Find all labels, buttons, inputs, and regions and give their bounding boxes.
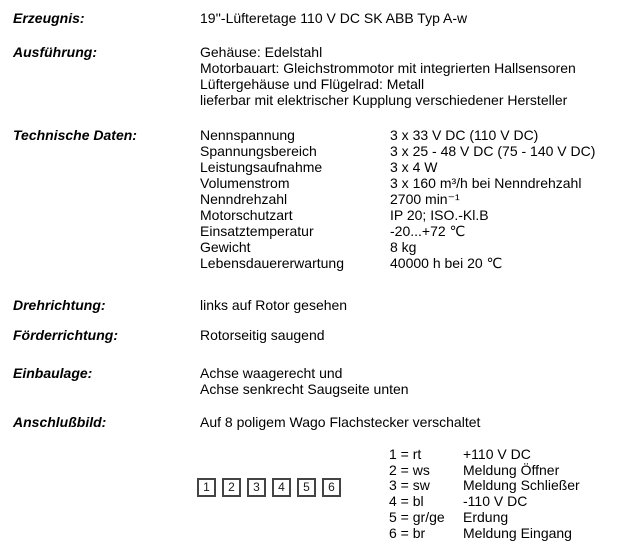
pin-legend-row (389, 447, 580, 463)
tech-param: Lebensdauererwartung (200, 255, 344, 271)
pin-legend-code: 3 = sw (389, 477, 430, 494)
field-label-ausfuehrung: Ausführung: (13, 44, 97, 60)
tech-value: 40000 h bei 20 ℃ (390, 255, 503, 271)
field-value-drehrichtung (200, 297, 627, 313)
field-value-ausfuehrung (200, 44, 627, 108)
spec-line: Achse senkrecht Saugseite unten (200, 381, 409, 397)
section-anschlussbild (0, 414, 627, 430)
pin-legend-row (389, 494, 580, 510)
field-label-technische-daten: Technische Daten: (13, 127, 137, 143)
pin-legend-code: 6 = br (389, 524, 426, 541)
tech-param: Leistungsaufnahme (200, 159, 323, 175)
tech-value: 2700 min⁻¹ (390, 191, 460, 207)
tech-value: -20...+72 ℃ (390, 223, 466, 239)
section-technische-daten (0, 127, 627, 271)
field-value-foerderrichtung (200, 327, 627, 343)
connector-pin-3: 3 (247, 478, 266, 497)
tech-value: 8 kg (390, 239, 417, 255)
tech-param: Spannungsbereich (200, 143, 317, 159)
tech-row (200, 175, 627, 191)
section-drehrichtung (0, 297, 627, 313)
tech-row (200, 159, 627, 175)
pin-legend-row (389, 526, 580, 542)
pin-legend-desc: +110 V DC (463, 446, 531, 462)
tech-param: Nenndrehzahl (200, 191, 288, 207)
pin-legend-desc: Erdung (463, 508, 509, 525)
product-name: 19''-Lüfteretage 110 V DC SK ABB Typ A-w (200, 10, 468, 26)
pin-legend-desc: Meldung Schließer (463, 477, 580, 494)
tech-value: 3 x 4 W (390, 159, 438, 175)
section-foerderrichtung (0, 327, 627, 343)
tech-value: 3 x 25 - 48 V DC (75 - 140 V DC) (390, 143, 596, 159)
pin-legend-row (389, 510, 580, 526)
spec-line: Lüftergehäuse und Flügelrad: Metall (200, 76, 425, 92)
tech-param: Nennspannung (200, 127, 295, 143)
pin-legend-code: 5 = gr/ge (389, 508, 445, 525)
connector-pin-1: 1 (197, 478, 216, 497)
tech-row (200, 223, 627, 239)
spec-line: Auf 8 poligem Wago Flachstecker verschaltet (200, 414, 481, 430)
field-value-einbaulage (200, 365, 627, 397)
tech-param: Volumenstrom (200, 175, 290, 191)
connector-pin-6: 6 (322, 478, 341, 497)
connector-pin-2: 2 (222, 478, 241, 497)
spec-line: lieferbar mit elektrischer Kupplung verschiedener Hersteller (200, 92, 568, 108)
pin-legend-desc: Meldung Öffner (463, 461, 560, 478)
tech-value: 3 x 160 m³/h bei Nenndrehzahl (390, 175, 582, 191)
tech-row (200, 143, 627, 159)
field-value-erzeugnis (200, 10, 627, 26)
spec-line: Motorbauart: Gleichstrommotor mit integrierten Hallsensoren (200, 60, 576, 76)
tech-row (200, 127, 627, 143)
tech-table (200, 127, 627, 271)
tech-param: Motorschutzart (200, 207, 293, 223)
field-label-einbaulage: Einbaulage: (13, 365, 93, 381)
section-einbaulage (0, 365, 627, 397)
pin-legend-desc: -110 V DC (463, 493, 528, 510)
tech-row (200, 239, 627, 255)
field-label-erzeugnis: Erzeugnis: (13, 10, 85, 26)
connector-pin-5: 5 (297, 478, 316, 497)
tech-value: IP 20; ISO.-Kl.B (390, 207, 489, 223)
pin-legend-row (389, 463, 580, 479)
tech-row (200, 255, 627, 271)
connector-pin-strip (197, 478, 341, 497)
field-value-anschlussbild (200, 414, 627, 430)
tech-row (200, 207, 627, 223)
tech-param: Einsatztemperatur (200, 223, 314, 239)
pin-legend-code: 1 = rt (389, 446, 422, 462)
spec-line: Achse waagerecht und (200, 365, 343, 381)
pin-legend (389, 447, 580, 541)
section-erzeugnis (0, 10, 627, 26)
connector-pin-4: 4 (272, 478, 291, 497)
tech-value: 3 x 33 V DC (110 V DC) (390, 127, 539, 143)
pin-legend-row (389, 478, 580, 494)
tech-param: Gewicht (200, 239, 251, 255)
pin-legend-desc: Meldung Eingang (463, 524, 572, 541)
spec-line: Rotorseitig saugend (200, 327, 325, 343)
field-label-foerderrichtung: Förderrichtung: (13, 327, 118, 343)
connector-diagram (0, 447, 627, 547)
spec-line: Gehäuse: Edelstahl (200, 44, 323, 60)
pin-legend-code: 2 = ws (389, 461, 430, 478)
tech-row (200, 191, 627, 207)
section-ausfuehrung (0, 44, 627, 108)
pin-legend-code: 4 = bl (389, 493, 424, 510)
field-label-drehrichtung: Drehrichtung: (13, 297, 106, 313)
field-label-anschlussbild: Anschlußbild: (13, 414, 107, 430)
spec-line: links auf Rotor gesehen (200, 297, 348, 313)
